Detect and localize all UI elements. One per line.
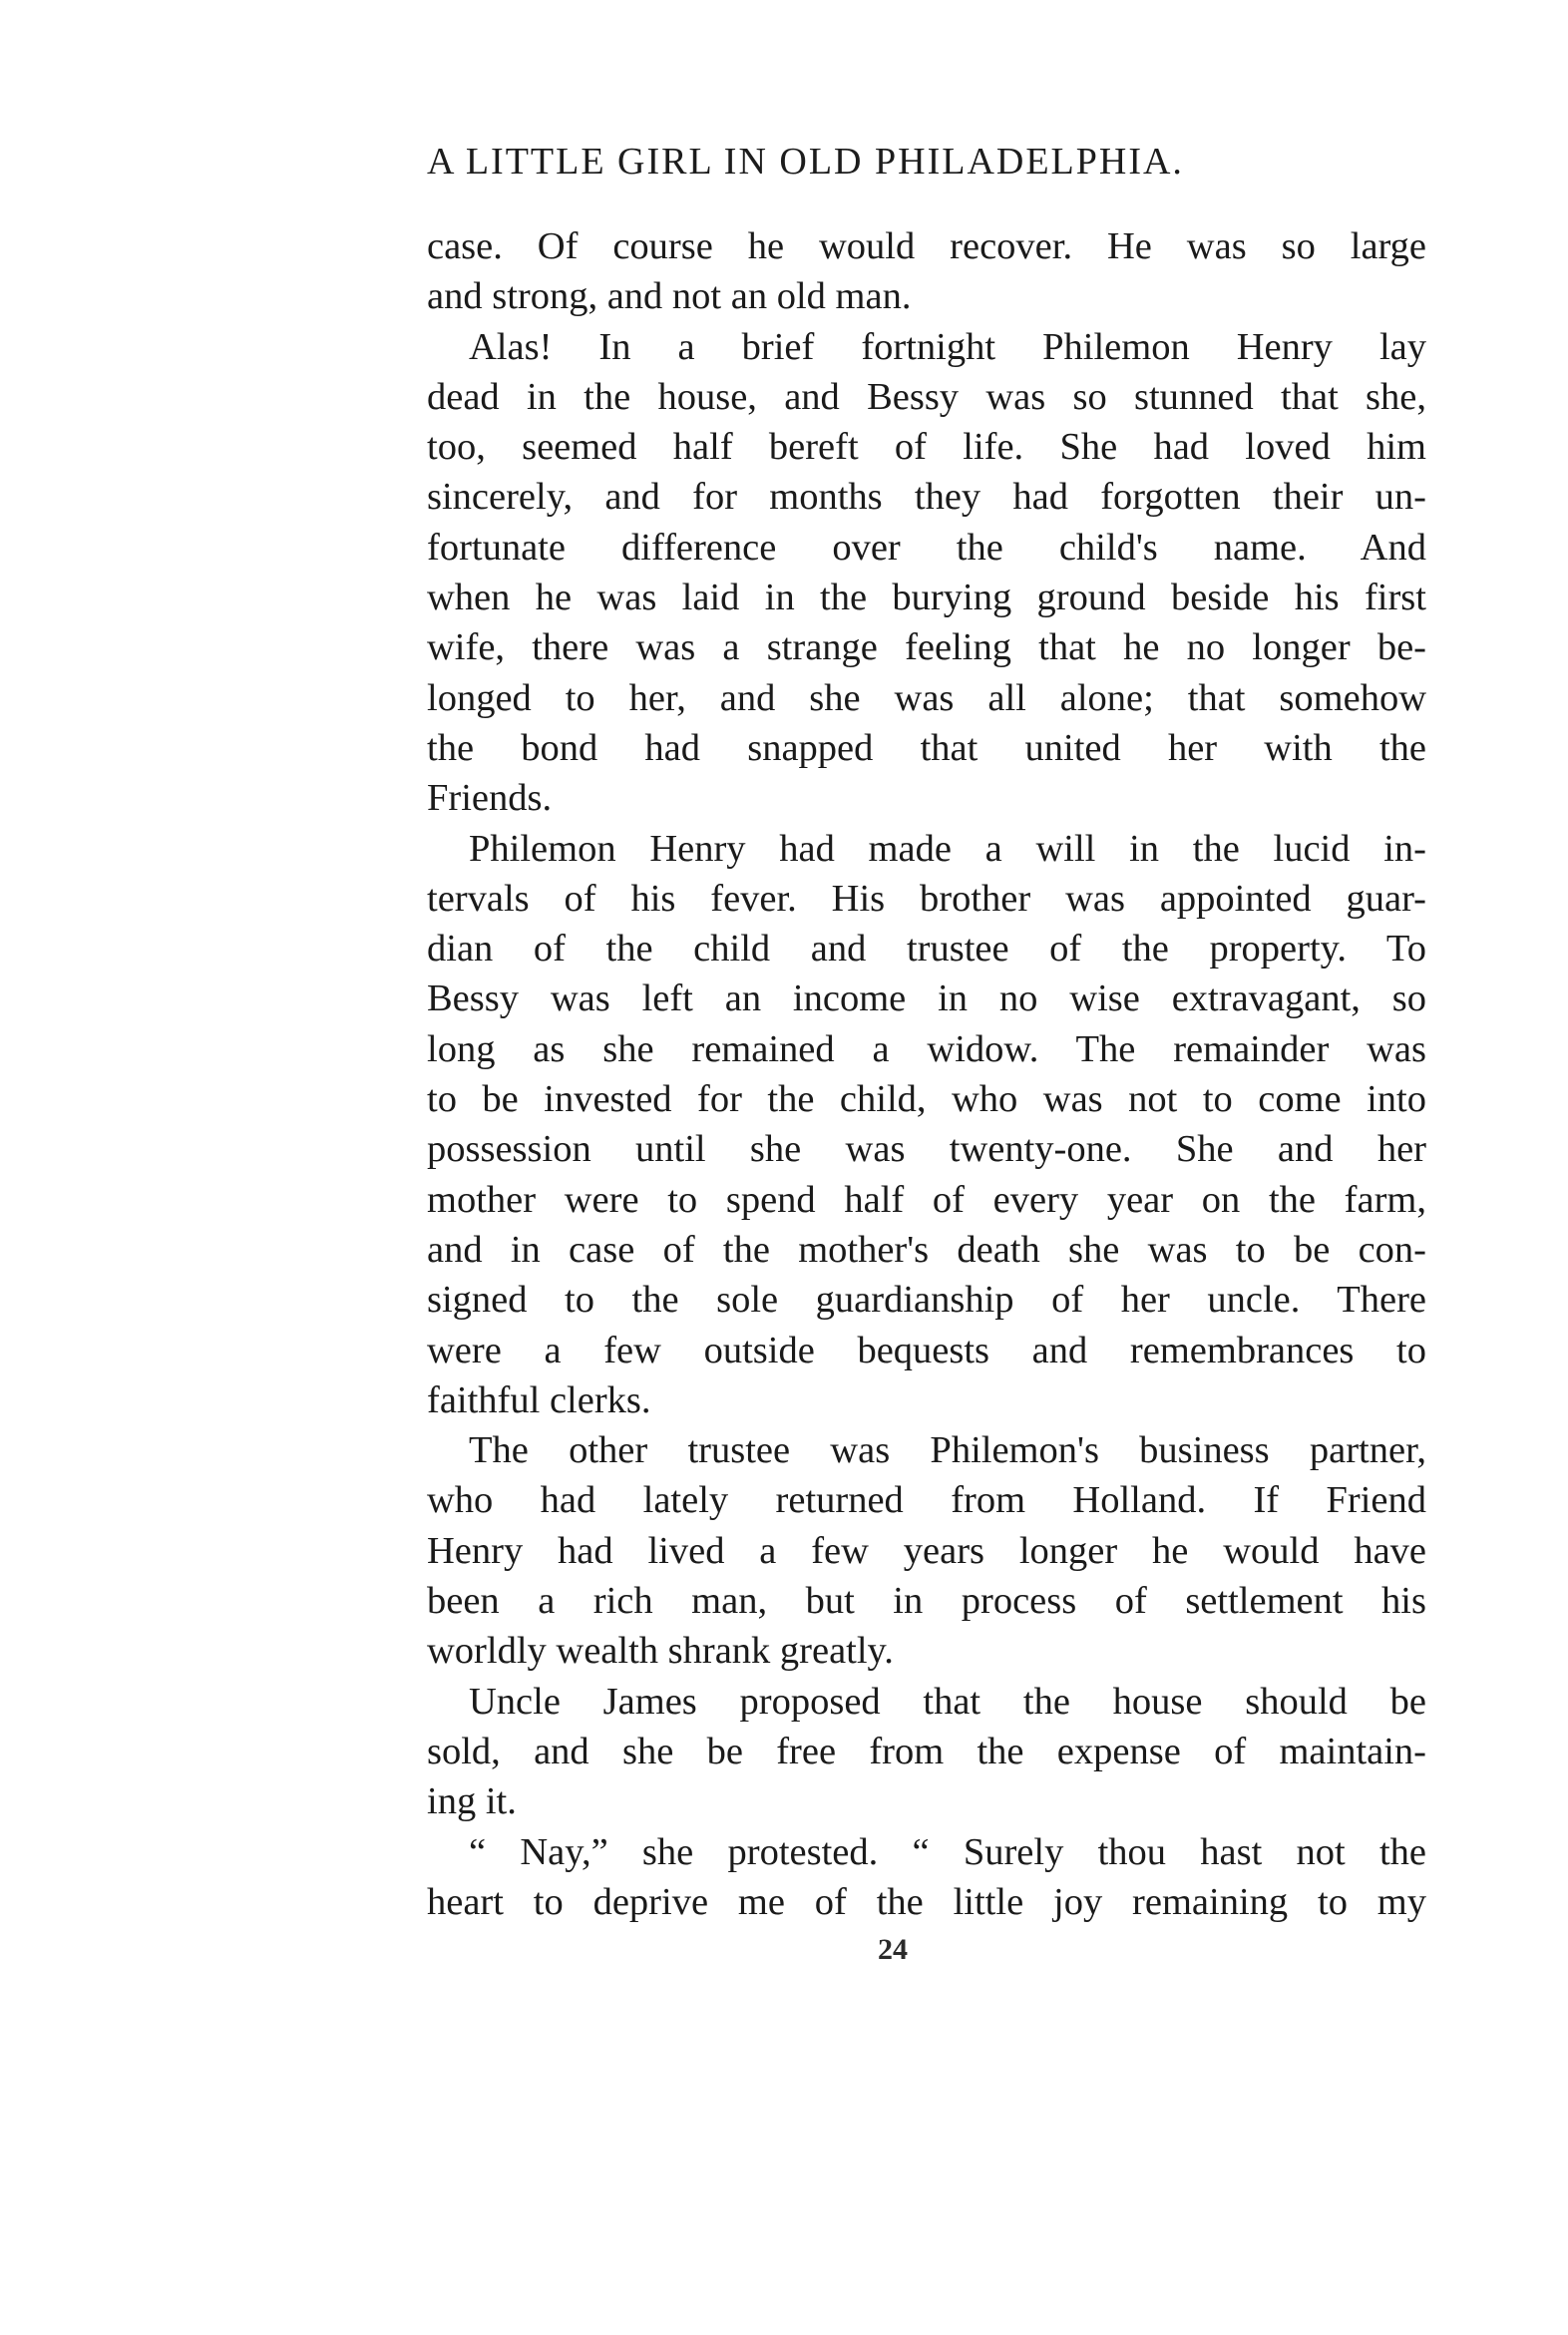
text-line: fortunate difference over the child's name. And	[427, 526, 1426, 569]
text-line: when he was laid in the burying ground beside his first	[427, 577, 1426, 619]
text-line: dian of the child and trustee of the property. To	[427, 928, 1426, 971]
text-line: sold, and she be free from the expense of maintain-	[427, 1730, 1426, 1772]
text-line: faithful clerks.	[427, 1378, 651, 1421]
text-line: Bessy was left an income in no wise extravagant, so	[427, 977, 1426, 1020]
text-line: Henry had lived a few years longer he would have	[427, 1529, 1426, 1572]
text-line: Friends.	[427, 777, 553, 820]
text-line: wife, there was a strange feeling that he no longer be-	[427, 626, 1426, 669]
text-line: too, seemed half bereft of life. She had loved him	[427, 426, 1426, 469]
text-line: signed to the sole guardianship of her uncle. There	[427, 1279, 1426, 1322]
text-line: The other trustee was Philemon's business partner,	[469, 1429, 1426, 1472]
text-line: longed to her, and she was all alone; that somehow	[427, 676, 1426, 719]
text-line: ing it.	[427, 1780, 517, 1823]
body-text	[427, 221, 1426, 1927]
text-line: tervals of his fever. His brother was appointed guar-	[427, 877, 1426, 920]
text-line: heart to deprive me of the little joy remaining to my	[427, 1880, 1426, 1923]
text-line: dead in the house, and Bessy was so stunned that she,	[427, 375, 1426, 418]
text-line: to be invested for the child, who was not to come into	[427, 1078, 1426, 1121]
running-head: A LITTLE GIRL IN OLD PHILADELPHIA.	[427, 141, 1184, 183]
text-line: Philemon Henry had made a will in the lucid in-	[469, 827, 1426, 870]
text-line: long as she remained a widow. The remainder was	[427, 1027, 1426, 1070]
text-line: case. Of course he would recover. He was so large	[427, 225, 1426, 267]
text-line: “ Nay,” she protested. “ Surely thou hast not the	[469, 1830, 1426, 1873]
text-line: and in case of the mother's death she was to be con-	[427, 1228, 1426, 1271]
text-line: and strong, and not an old man.	[427, 275, 912, 318]
text-line: possession until she was twenty-one. She and her	[427, 1128, 1426, 1171]
text-line: the bond had snapped that united her with the	[427, 726, 1426, 769]
text-line: Uncle James proposed that the house should be	[469, 1680, 1426, 1723]
text-line: Alas! In a brief fortnight Philemon Henry lay	[469, 325, 1426, 368]
text-line: were a few outside bequests and remembrances to	[427, 1329, 1426, 1371]
text-line: been a rich man, but in process of settlement his	[427, 1580, 1426, 1623]
page-number: 24	[878, 1933, 908, 1966]
text-line: worldly wealth shrank greatly.	[427, 1630, 894, 1673]
text-line: mother were to spend half of every year on the farm,	[427, 1178, 1426, 1221]
text-line: sincerely, and for months they had forgotten their un-	[427, 476, 1426, 519]
text-line: who had lately returned from Holland. If Friend	[427, 1479, 1426, 1522]
